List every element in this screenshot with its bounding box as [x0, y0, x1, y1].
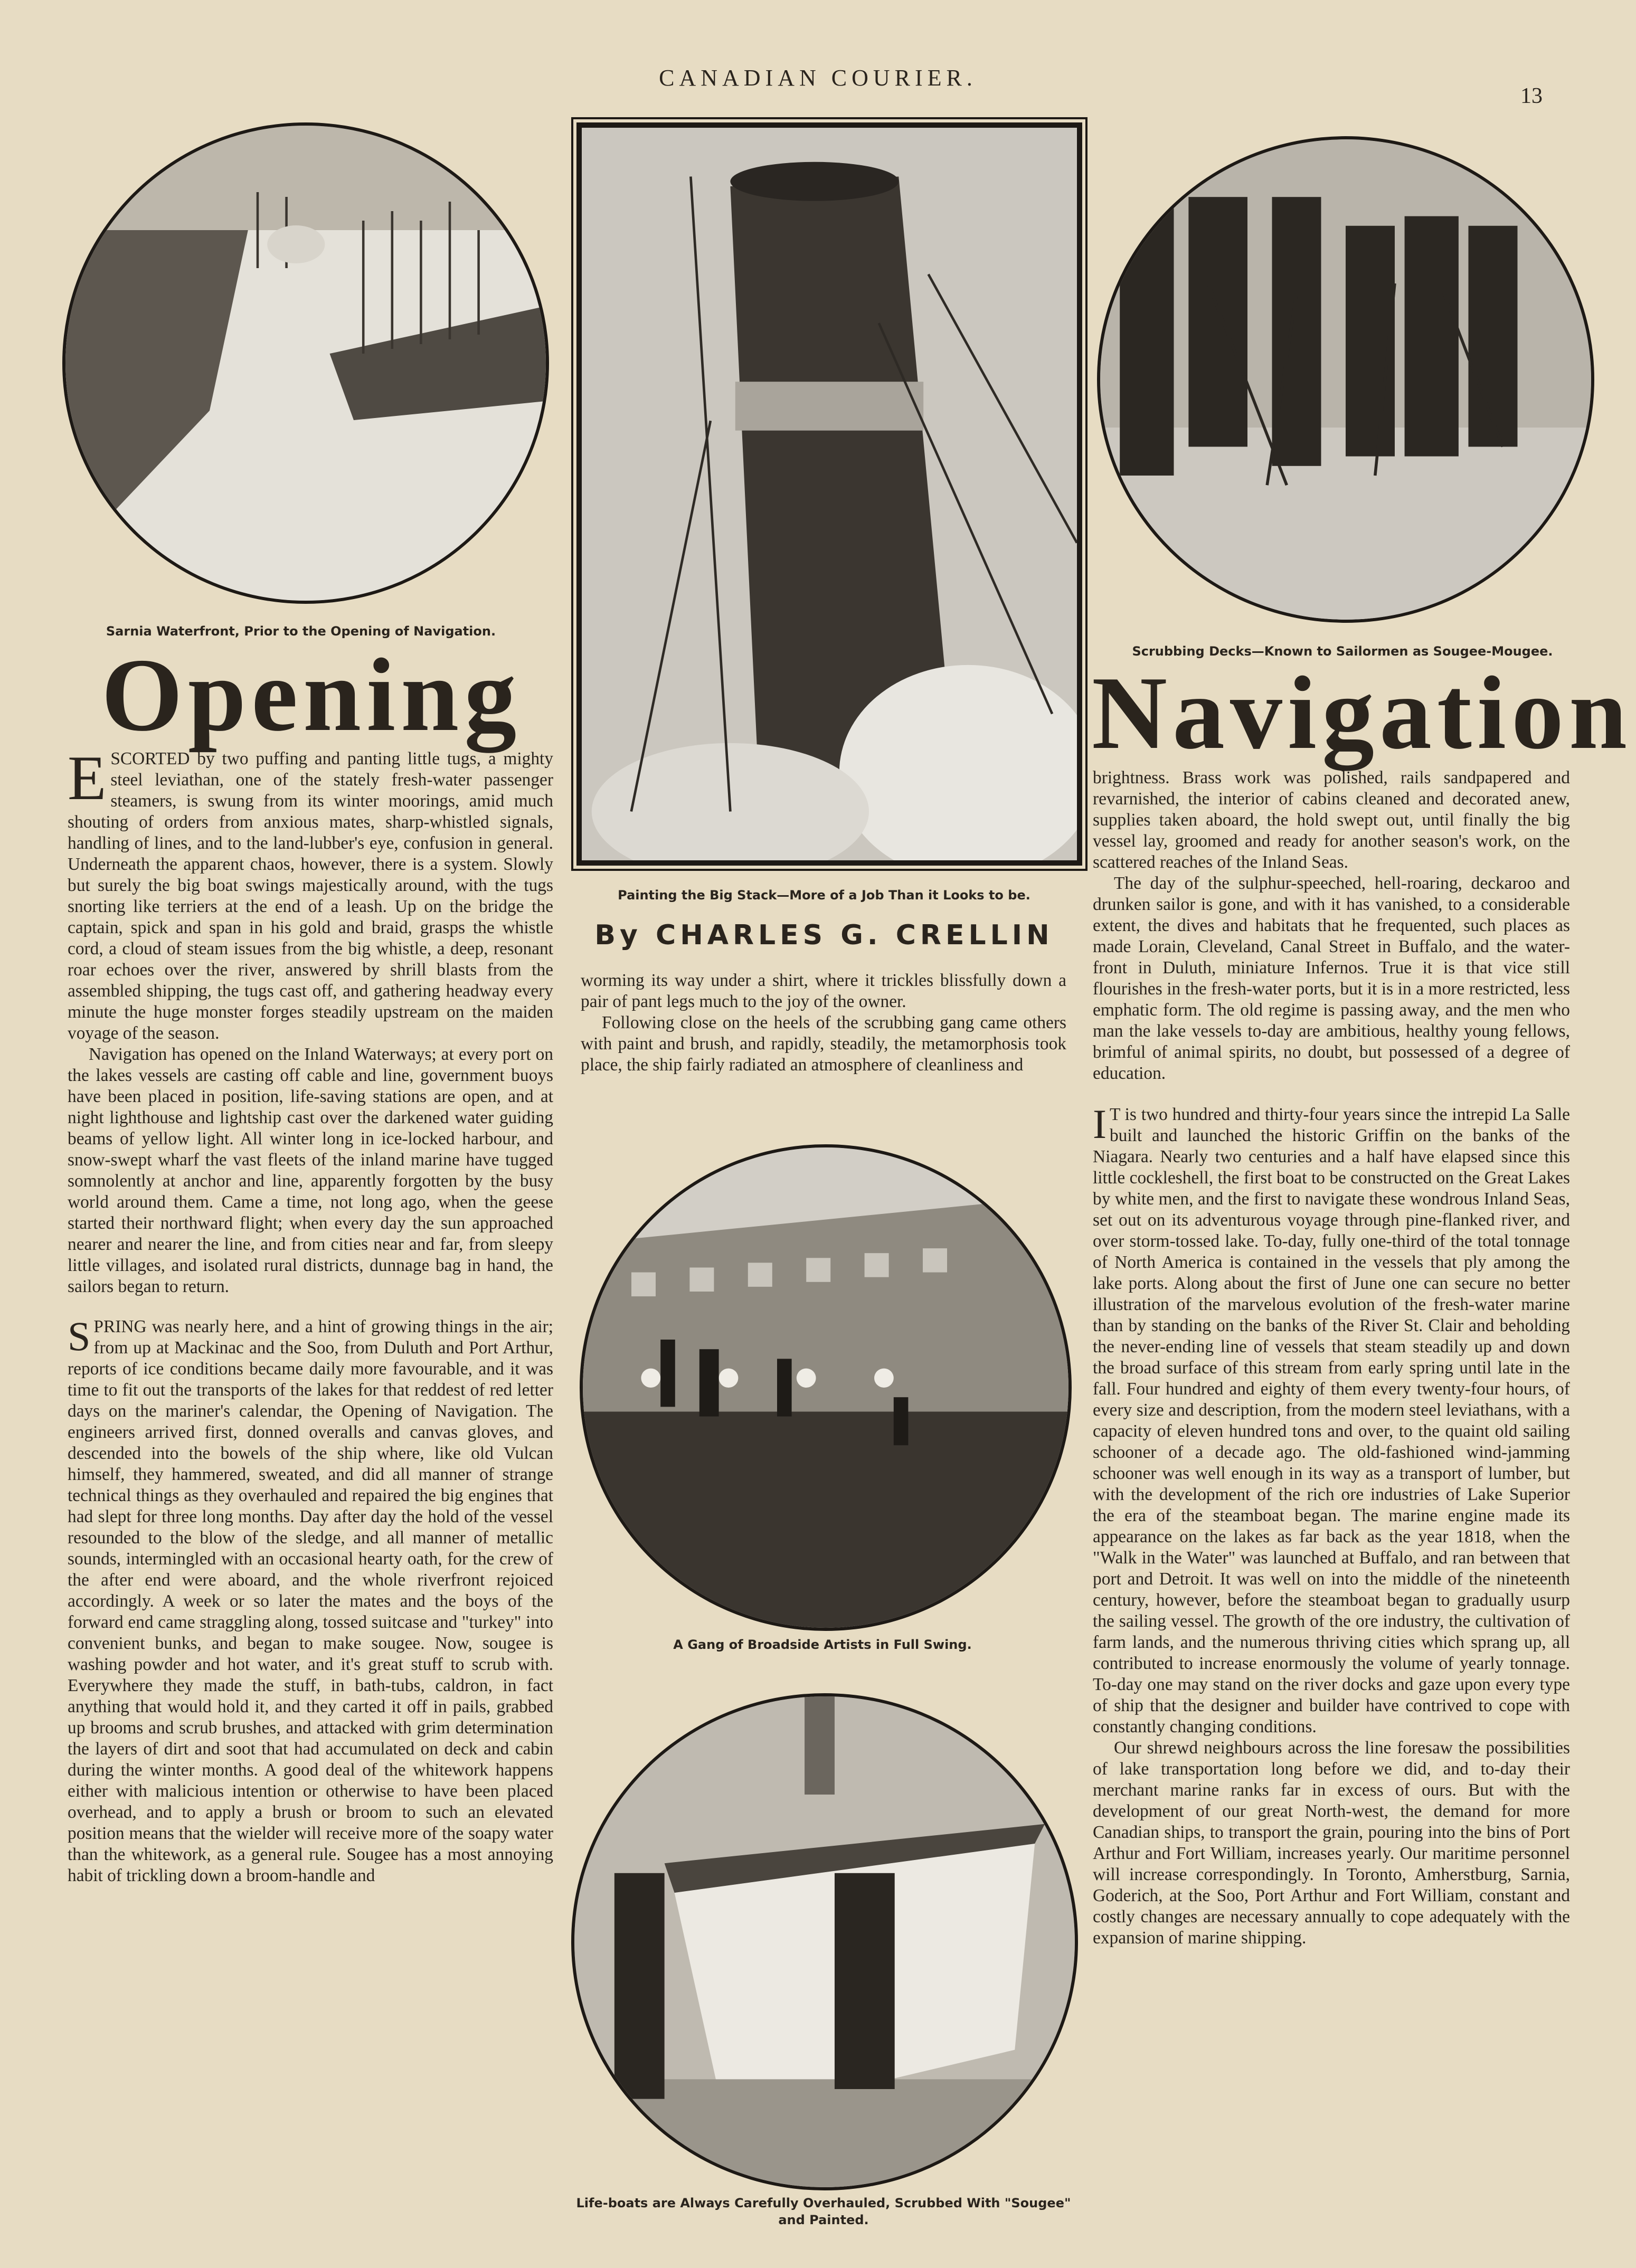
col1-paragraph-3: PRING was nearly here, and a hint of growing things in the air; from up at Mackinac and the Soo, from Duluth and Port Arthur, reports of ice conditions became daily more favourable, and it was time to fit out the transports of the lakes for that reddest of red letter days on the mariner's calendar, the Opening of Navigation. The engineers arrived first, donned overalls and canvas gloves, and descended into the bowels of the ship where, like old Vulcan himself, they hammered, sweated, and did all manner of strange technical things as they overhauled and repaired the big engines that had slept for three long months. Day after day the hold of the vessel resounded to the blow of the sledge, and all manner of metallic sounds, intermingled with an occasional hearty oath, for the crew of the after end were aboard, and the whole riverfront rejoiced accordingly. A week or so later the mates and the boys of the forward end came straggling along, tossed suitcase and "turkey" into convenient bunks, and began to make sougee. Now, sougee is washing powder and hot water, and it's great stuff to scrub with. Everywhere they made the stuff, in bath-tubs, caldron, in fact anything that would hold it, and they carted it off in pails, grabbed up brooms and scrub brushes, and attacked with grim determination the layers of dirt and soot that had accumulated on deck and cabin during the winter months. A good deal of the whitework happens either with malicious intention or otherwise to have been placed overhead, and to apply a brush or broom to such an elevated position means that the wielder will receive more of the soapy water than the whitework, as a general rule. Sougee has a most annoying habit of trickling down a broom-handle and: [68, 1317, 553, 1885]
page-number: 13: [1520, 84, 1543, 108]
scrubbing-decks-photo: [1097, 136, 1594, 623]
broadside-artists-photo: [580, 1144, 1072, 1631]
running-title: CANADIAN COURIER.: [659, 65, 977, 91]
byline: By CHARLES G. CRELLIN: [594, 919, 1054, 951]
broadside-photo-caption: A Gang of Broadside Artists in Full Swing.: [673, 1637, 972, 1652]
col1-paragraph-2: Navigation has opened on the Inland Waterways; at every port on the lakes vessels are casting off cable and line, government buoys have been placed in position, life-saving stations are open, and at night lighthouse and lightship cast over the darkened water guiding beams of yellow light. All winter long in ice-locked harbour, and snow-swept wharf the vast fleets of the inland marine have tugged somnolently at anchor and line, apparently forgotten by the busy world around them. Came a time, not long ago, when the geese started their northward flight; when every day the sun approached nearer and nearer the line, and from cities near and far, from sleepy little villages, and isolated rural districts, dunnage bag in hand, the sailors began to return.: [68, 1045, 553, 1296]
big-stack-photo-caption: Painting the Big Stack—More of a Job Than it Looks to be.: [618, 888, 1030, 903]
lifeboats-photo: [571, 1693, 1078, 2190]
col3-paragraph-1: brightness. Brass work was polished, rails sandpapered and revarnished, the interior of cabins cleaned and decorated anew, supplies taken aboard, the hold swept out, until finally the big vessel lay, groomed and ready for another season's work, on the scattered reaches of the Inland Seas.: [1093, 768, 1570, 872]
sarnia-photo-caption: Sarnia Waterfront, Prior to the Opening of Navigation.: [106, 624, 496, 639]
dropcap-s: S: [68, 1313, 91, 1359]
headline-opening: Opening: [101, 637, 522, 753]
col2-paragraph-1: worming its way under a shirt, where it trickles blissfully down a pair of pant legs much to the joy of the owner.: [581, 971, 1066, 1011]
article-column-1: [68, 748, 553, 2195]
sarnia-waterfront-photo: [62, 122, 549, 604]
dropcap-e: E: [68, 748, 107, 813]
lifeboats-photo-caption: Life-boats are Always Carefully Overhauled, Scrubbed With "Sougee" and Painted.: [576, 2196, 1071, 2227]
headline-navigation: Navigation: [1092, 655, 1633, 771]
big-stack-photo: [576, 122, 1082, 866]
col3-paragraph-2: The day of the sulphur-speeched, hell-roaring, deckaroo and drunken sailor is gone, and with it has vanished, to a considerable extent, the dives and habitats that he frequented, such places as made Lorain, Cleveland, Canal Street in Buffalo, and the water-front in Duluth, miniature Infernos. True it is that vice still flourishes in the fresh-water ports, but it is in a more restricted, less emphatic form. The old regime is passing away, and the men who man the lake vessels to-day are ambitious, healthy young fellows, brimful of animal spirits, no doubt, but possessed of a degree of education.: [1093, 874, 1570, 1083]
scrubbing-photo-caption: Scrubbing Decks—Known to Sailormen as Sougee-Mougee.: [1132, 644, 1553, 659]
col1-paragraph-1: SCORTED by two puffing and panting little tugs, a mighty steel leviathan, one of the stately fresh-water passenger steamers, is swung from its winter moorings, amid much shouting of orders from anxious mates, sharp-whistled signals, handling of lines, and to the land-lubber's eye, confusion in general. Underneath the apparent chaos, however, there is a system. Slowly but surely the big boat swings majestically around, with the tugs snorting like terriers at the end of a leash. Up on the bridge the captain, spick and span in his gold and braid, grasps the whistle cord, a cloud of steam issues from the big whistle, a deep, resonant roar echoes over the river, answered by shrill blasts from the assembled shipping, the tugs cast off, and gathering headway every minute the huge monster forges steadily upstream on the maiden voyage of the season.: [68, 749, 553, 1043]
dropcap-i: I: [1093, 1101, 1107, 1147]
col2-paragraph-2: Following close on the heels of the scrubbing gang came others with paint and brush, and rapidly, steadily, the metamorphosis took place, the ship fairly radiated an atmosphere of cleanliness and: [581, 1013, 1066, 1075]
col3-paragraph-3: T is two hundred and thirty-four years since the intrepid La Salle built and launched the historic Griffin on the banks of the Niagara. Nearly two centuries and a half have elapsed since this little cockleshell, the first boat to be constructed on the Great Lakes by white men, and the first to navigate these wondrous Inland Seas, set out on its adventurous voyage through pine-flanked river, and over storm-tossed lake. To-day, fully one-third of the total tonnage of North America is contained in the vessels that ply among the lake ports. Along about the first of June one can secure no better illustration of the marvelous evolution of the fresh-water marine than by standing on the banks of the River St. Clair and beholding the never-ending line of vessels that steam steadily up and down the broad surface of this stream from early spring until late in the fall. Four hundred and eighty of them every twenty-four hours, of every size and description, from the modern steel leviathans, with a capacity of eleven hundred tons and over, to the quaint old sailing schooner of a decade ago. The old-fashioned wind-jamming schooner was well enough in its way as a transport of lumber, but with the development of the rich ore industries of Lake Superior the era of the steamboat began. The marine engine made its appearance on the lakes as far back as the year 1818, when the "Walk in the Water" was launched at Buffalo, and ran between that port and Detroit. It was well on into the middle of the nineteenth century, however, before the steamboat began to gradually usurp the sailing vessel. The growth of the ore industry, the cultivation of farm lands, and the numerous thriving cities which sprang up, all contributed to increase enormously the volume of yearly tonnage. To-day one may stand on the river docks and gaze upon every type of ship that the designer and builder have contrived to cope with constantly changing conditions.: [1093, 1105, 1570, 1736]
article-column-2: [581, 970, 1066, 1123]
col3-paragraph-4: Our shrewd neighbours across the line foresaw the possibilities of lake transportation long before we did, and to-day their merchant marine ranks far in excess of ours. But with the development of our great North-west, the demand for more Canadian ships, to transport the grain, pouring into the bins of Port Arthur and Fort William, increases yearly. Our maritime personnel will increase correspondingly. In Toronto, Amherstburg, Sarnia, Goderich, at the Soo, Port Arthur and Fort William, constant and costly changes are necessary annually to cope adequately with the expansion of marine shipping.: [1093, 1738, 1570, 1948]
article-column-3: [1093, 767, 1570, 2235]
